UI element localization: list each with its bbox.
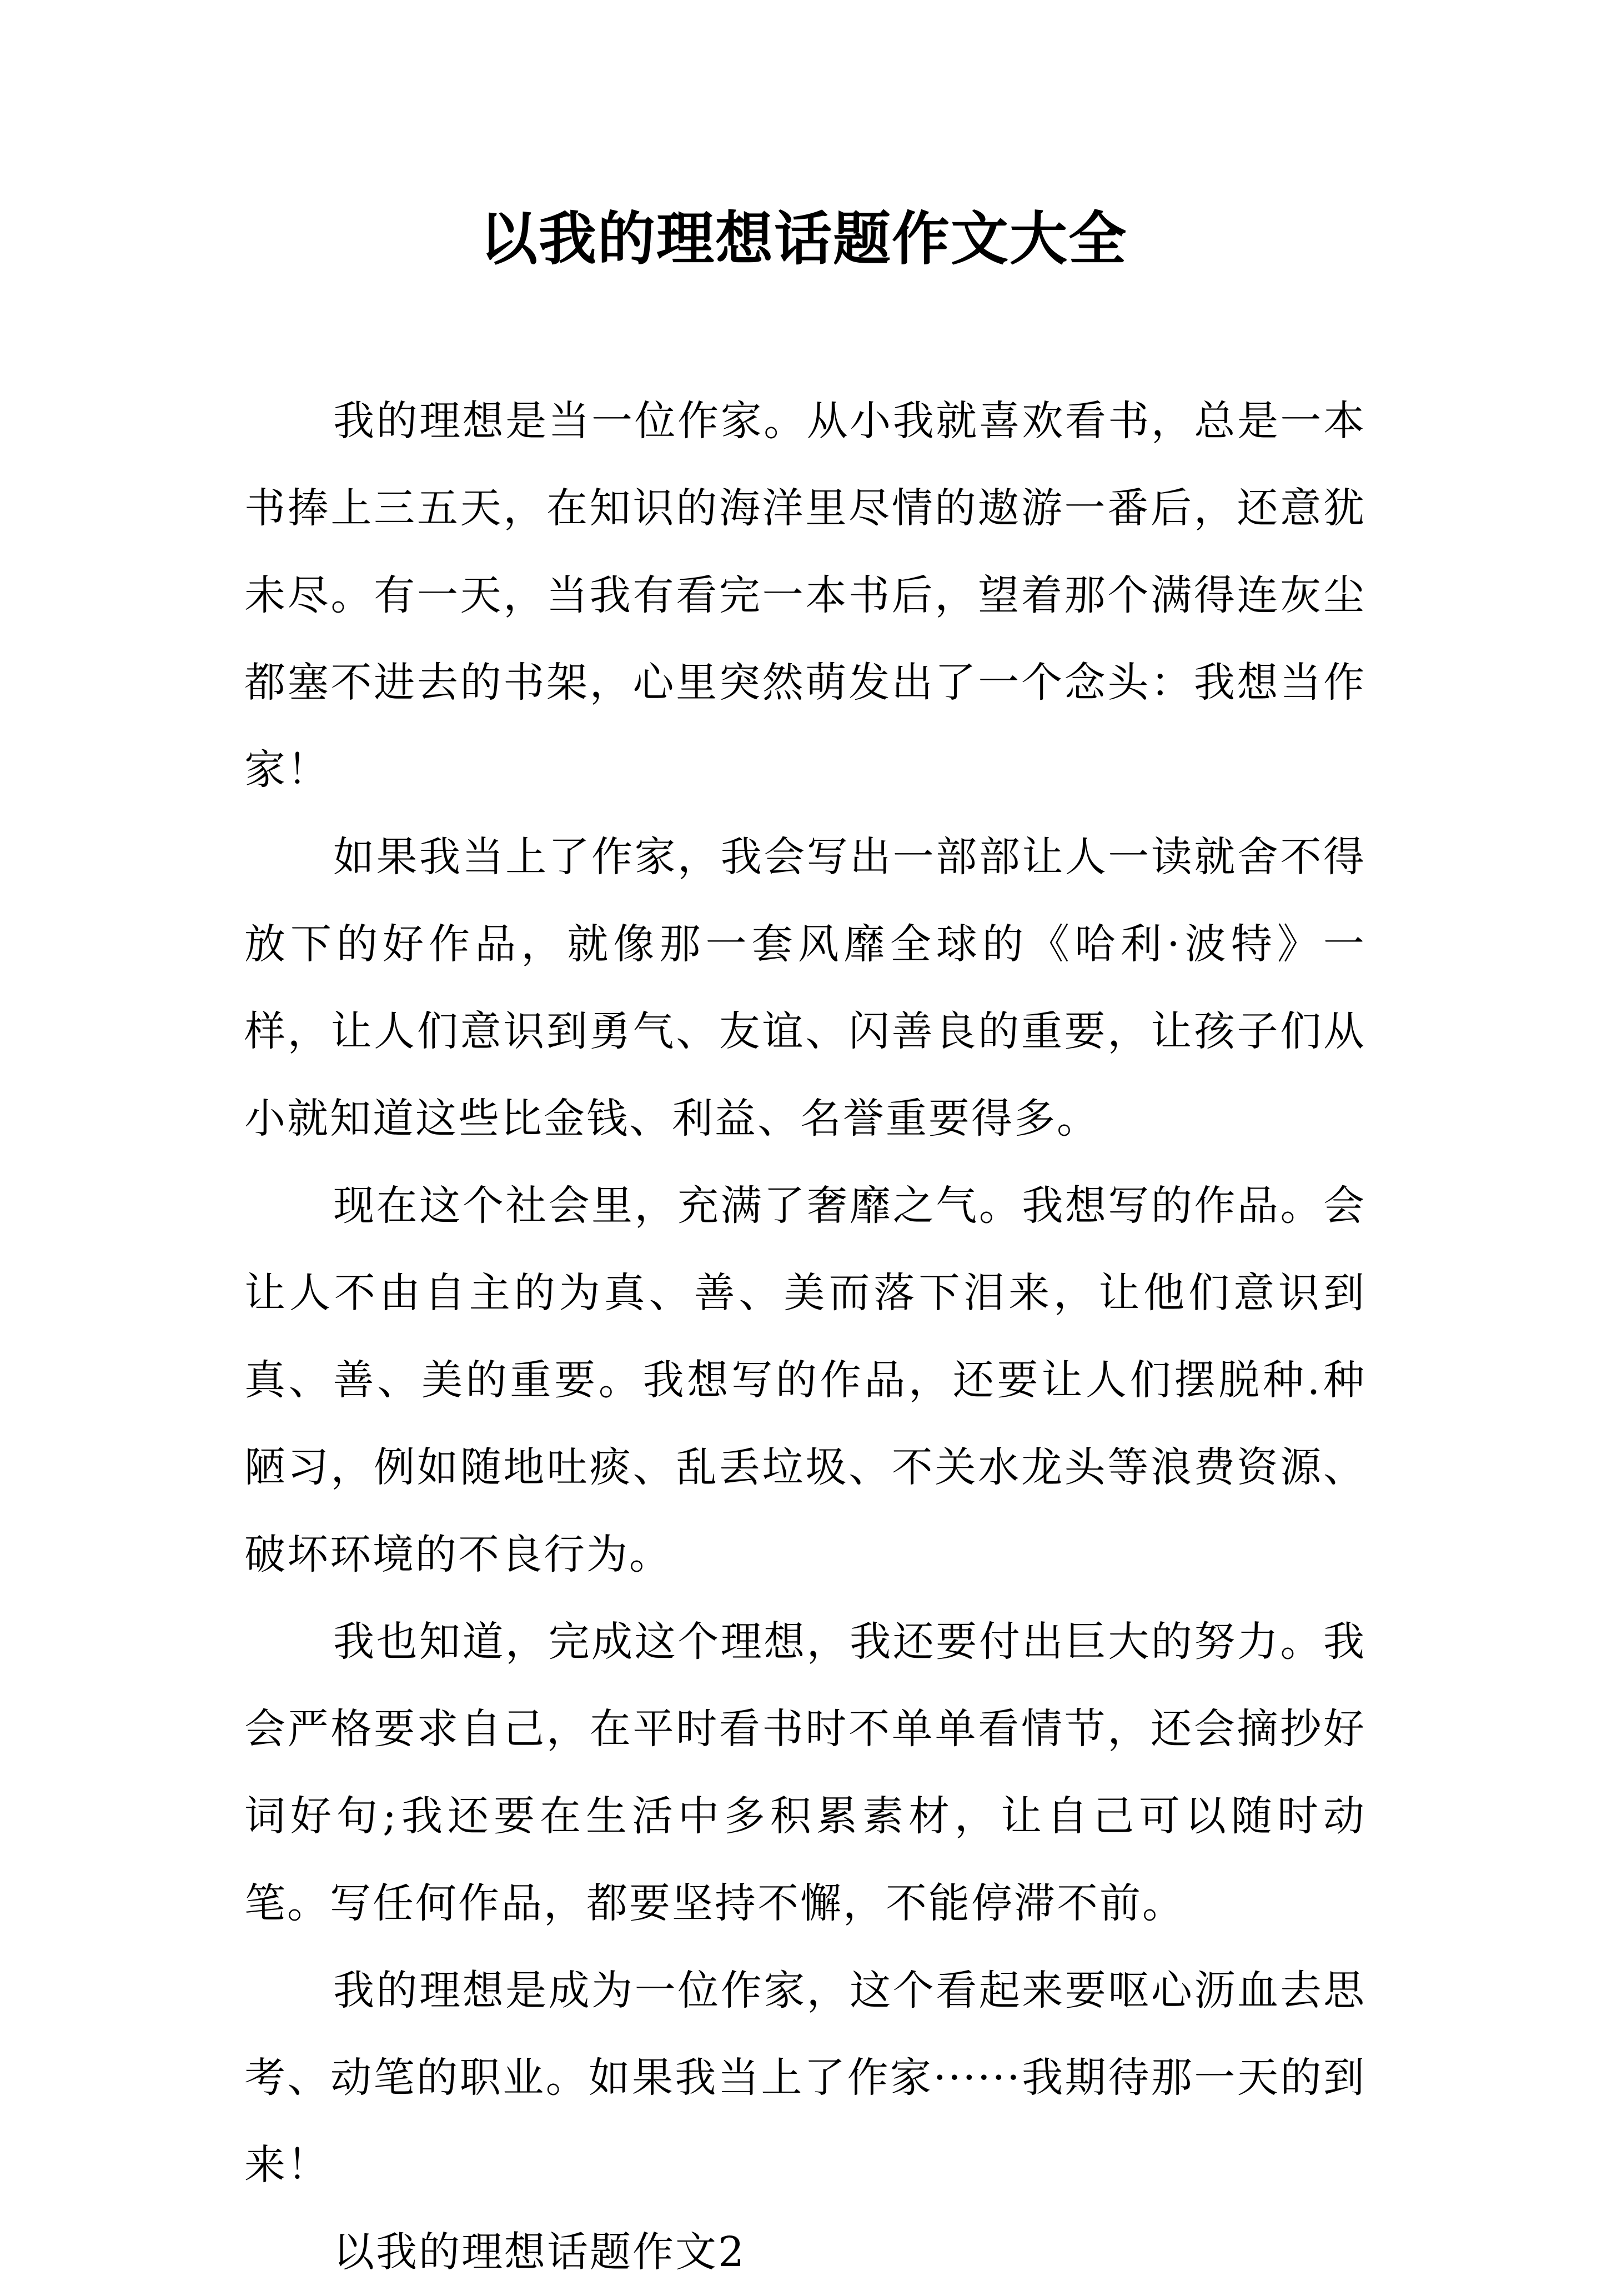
document-body [244, 378, 1366, 2296]
paragraph-4: 我也知道，完成这个理想，我还要付出巨大的努力。我会严格要求自己，在平时看书时不单单看情节，还会摘抄好词好句;我还要在生活中多积累素材，让自己可以随时动笔。写任何作品，都要坚持不懈，不能停滞不前。 [244, 1618, 1366, 1927]
paragraph-1: 我的理想是当一位作家。从小我就喜欢看书，总是一本书捧上三五天，在知识的海洋里尽情的遨游一番后，还意犹未尽。有一天，当我有看完一本书后，望着那个满得连灰尘都塞不进去的书架，心里突然萌发出了一个念头：我想当作家！ [244, 397, 1366, 794]
document-title: 以我的理想话题作文大全 [479, 204, 1127, 273]
paragraph-3: 现在这个社会里，充满了奢靡之气。我想写的作品。会让人不由自主的为真、善、美而落下泪来，让他们意识到真、善、美的重要。我想写的作品，还要让人们摆脱种.种陋习，例如随地吐痰、乱丢垃圾、不关水龙头等浪费资源、破坏环境的不良行为。 [244, 1182, 1366, 1578]
paragraph-5: 我的理想是成为一位作家，这个看起来要呕心沥血去思考、动笔的职业。如果我当上了作家······我期待那一天的到来！ [244, 1967, 1366, 2189]
paragraph-2: 如果我当上了作家，我会写出一部部让人一读就舍不得放下的好作品，就像那一套风靡全球的《哈利·波特》一样，让人们意识到勇气、友谊、闪善良的重要，让孩子们从小就知道这些比金钱、利益、名誉重要得多。 [244, 833, 1366, 1142]
section-heading-2: 以我的理想话题作文2 [333, 2228, 746, 2276]
